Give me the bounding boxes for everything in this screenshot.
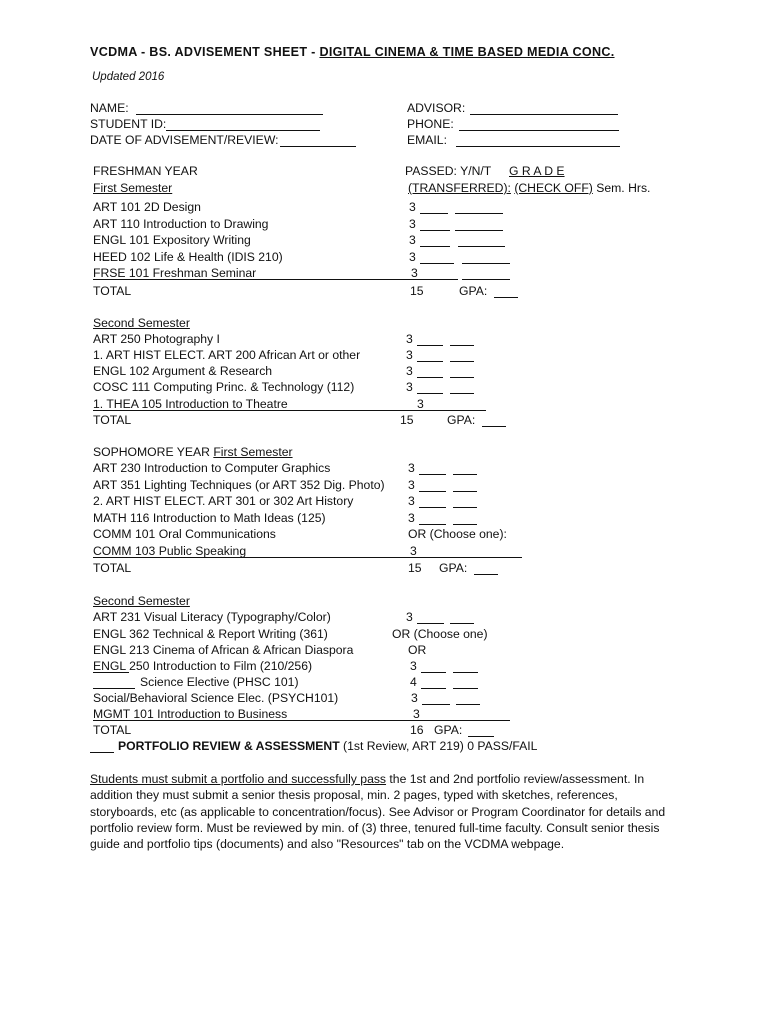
- passed-blank[interactable]: [417, 377, 443, 378]
- course-name: MGMT 101 Introduction to Business: [93, 707, 288, 721]
- course-hours: 3: [408, 478, 415, 492]
- name-field[interactable]: [136, 114, 323, 115]
- course-name: COMM 101 Oral Communications: [93, 527, 276, 541]
- student-id-label: STUDENT ID:: [90, 117, 167, 131]
- sophomore-year-label: SOPHOMORE YEAR: [93, 445, 210, 459]
- phone-field[interactable]: [459, 130, 619, 131]
- transferred-label: (TRANSFERRED):: [408, 181, 511, 195]
- course-hours: 3: [409, 250, 416, 264]
- portfolio-label: PORTFOLIO REVIEW & ASSESSMENT: [118, 739, 340, 753]
- course-name: COSC 111 Computing Princ. & Technology (112): [93, 380, 355, 394]
- passed-blank[interactable]: [421, 688, 446, 689]
- passed-blank[interactable]: [419, 507, 446, 508]
- grade-blank[interactable]: [456, 704, 480, 705]
- notes-text: the 1st and 2nd portfolio review/assessment. In addition they must submit a senior thesis proposal, min. 2 pages, typed with sketches, references, storyboards, etc (as applicable to concentration/focus). See Advisor or Program Coordinator for details and portfolio review form. Must be reviewed by min. of (3) three, tenured full-time faculty. Consult senior thesis guide and portfolio tips (documents) and also "Resources" tab on the VCDMA webpage.: [90, 772, 666, 852]
- gpa-blank[interactable]: [474, 574, 498, 575]
- gpa-blank[interactable]: [482, 426, 506, 427]
- advisor-field[interactable]: [470, 114, 618, 115]
- email-label: EMAIL:: [407, 133, 447, 147]
- semhrs-label: Sem. Hrs.: [596, 181, 651, 195]
- gpa-label: GPA:: [434, 723, 463, 737]
- total-hours: 15: [400, 413, 414, 427]
- passed-blank[interactable]: [417, 361, 443, 362]
- grade-blank[interactable]: [453, 672, 478, 673]
- grade-blank[interactable]: [453, 491, 477, 492]
- total-label: TOTAL: [93, 723, 132, 737]
- grade-label: G R A D E: [509, 164, 565, 178]
- portfolio-row: [118, 739, 537, 754]
- course-name: FRSE 101 Freshman Seminar: [93, 266, 257, 280]
- course-hours: 3: [406, 348, 413, 362]
- grade-blank[interactable]: [455, 213, 503, 214]
- freshman-second-semester-label: Second Semester: [93, 316, 190, 330]
- passed-blank[interactable]: [419, 474, 446, 475]
- total-label: TOTAL: [93, 561, 132, 575]
- course-hours: 3: [410, 659, 417, 673]
- course-name: MATH 116 Introduction to Math Ideas (125): [93, 511, 326, 525]
- passed-blank[interactable]: [419, 524, 446, 525]
- sophomore-first-semester-label: First Semester: [213, 445, 293, 459]
- gpa-blank[interactable]: [494, 297, 518, 298]
- course-hours: 3: [411, 691, 418, 705]
- title-prefix: VCDMA - BS. ADVISEMENT SHEET -: [90, 45, 320, 59]
- grade-blank[interactable]: [450, 345, 474, 346]
- course-name: ART 230 Introduction to Computer Graphics: [93, 461, 331, 475]
- date-label: DATE OF ADVISEMENT/REVIEW:: [90, 133, 279, 147]
- section-rule: [93, 279, 458, 280]
- course-choice-note: OR (Choose one): [392, 627, 488, 641]
- portfolio-detail: (1st Review, ART 219) 0 PASS/FAIL: [343, 739, 538, 753]
- total-label: TOTAL: [93, 284, 132, 298]
- total-hours: 16: [410, 723, 424, 737]
- course-hours: 3: [406, 610, 413, 624]
- course-hours: 3: [409, 200, 416, 214]
- course-hours: 3: [410, 544, 417, 558]
- course-hours: 4: [410, 675, 417, 689]
- grade-blank[interactable]: [453, 688, 478, 689]
- course-name: ENGL 362 Technical & Report Writing (361): [93, 627, 328, 641]
- passed-blank[interactable]: [417, 345, 443, 346]
- grade-blank[interactable]: [450, 361, 474, 362]
- updated-date: Updated 2016: [92, 71, 165, 83]
- course-hours: 3: [408, 511, 415, 525]
- course-name: ENGL 250 Introduction to Film (210/256): [93, 659, 313, 673]
- course-name: 2. ART HIST ELECT. ART 301 or 302 Art History: [93, 494, 354, 508]
- date-field[interactable]: [280, 146, 356, 147]
- total-hours: 15: [410, 284, 424, 298]
- passed-blank[interactable]: [420, 263, 454, 264]
- transfer-header: [408, 181, 650, 196]
- course-name: ART 110 Introduction to Drawing: [93, 217, 269, 231]
- total-hours: 15: [408, 561, 422, 575]
- passed-label: PASSED: Y/N/T: [405, 164, 492, 178]
- course-hours: 3: [413, 707, 420, 721]
- science-elective-blank[interactable]: [93, 688, 135, 689]
- email-field[interactable]: [456, 146, 620, 147]
- freshman-year-label: FRESHMAN YEAR: [93, 164, 198, 178]
- grade-blank[interactable]: [462, 279, 510, 280]
- section-rule: [93, 720, 510, 721]
- passed-blank[interactable]: [417, 393, 443, 394]
- passed-blank[interactable]: [420, 246, 450, 247]
- gpa-label: GPA:: [459, 284, 488, 298]
- course-name: 1. THEA 105 Introduction to Theatre: [93, 397, 288, 411]
- grade-blank[interactable]: [458, 246, 505, 247]
- grade-blank[interactable]: [453, 474, 477, 475]
- grade-blank[interactable]: [450, 393, 474, 394]
- portfolio-check-blank[interactable]: [90, 752, 114, 753]
- checkoff-label: (CHECK OFF): [514, 181, 593, 195]
- phone-label: PHONE:: [407, 117, 454, 131]
- course-name: Social/Behavioral Science Elec. (PSYCH101): [93, 691, 339, 705]
- freshman-first-semester-label: First Semester: [93, 181, 173, 195]
- passed-blank[interactable]: [421, 672, 446, 673]
- gpa-label: GPA:: [439, 561, 468, 575]
- advisor-label: ADVISOR:: [407, 101, 466, 115]
- prefix-underline: [93, 672, 129, 673]
- course-name: ART 351 Lighting Techniques (or ART 352 Dig. Photo): [93, 478, 385, 492]
- student-id-field[interactable]: [166, 130, 320, 131]
- gpa-label: GPA:: [447, 413, 476, 427]
- course-hours: 3: [408, 461, 415, 475]
- course-hours: 3: [406, 364, 413, 378]
- grade-blank[interactable]: [462, 263, 510, 264]
- sheet-title: [90, 45, 615, 60]
- grade-blank[interactable]: [453, 507, 477, 508]
- name-label: NAME:: [90, 101, 129, 115]
- passed-blank[interactable]: [419, 491, 446, 492]
- course-hours: 3: [411, 266, 418, 280]
- grade-blank[interactable]: [450, 377, 474, 378]
- course-choice-note: OR: [408, 643, 427, 657]
- passed-blank[interactable]: [420, 230, 450, 231]
- section-rule: [93, 557, 522, 558]
- portfolio-notes: [90, 771, 680, 852]
- course-name: ENGL 213 Cinema of African & African Diaspora: [93, 643, 354, 657]
- grade-blank[interactable]: [455, 230, 503, 231]
- gpa-blank[interactable]: [468, 736, 494, 737]
- sophomore-second-semester-label: Second Semester: [93, 594, 190, 608]
- course-hours: 3: [409, 233, 416, 247]
- passed-blank[interactable]: [417, 623, 444, 624]
- passed-blank[interactable]: [420, 213, 448, 214]
- notes-underlined: Students must submit a portfolio and successfully pass: [90, 772, 387, 786]
- grade-blank[interactable]: [453, 524, 477, 525]
- course-name: ART 250 Photography I: [93, 332, 220, 346]
- course-name: HEED 102 Life & Health (IDIS 210): [93, 250, 283, 264]
- course-hours: 3: [409, 217, 416, 231]
- course-hours: 3: [406, 380, 413, 394]
- sophomore-header: [93, 445, 293, 460]
- section-rule: [93, 410, 486, 411]
- course-name: COMM 103 Public Speaking: [93, 544, 247, 558]
- passed-blank[interactable]: [422, 704, 450, 705]
- course-name: Science Elective (PHSC 101): [140, 675, 299, 689]
- course-name: ART 231 Visual Literacy (Typography/Color): [93, 610, 331, 624]
- course-name: ENGL 101 Expository Writing: [93, 233, 251, 247]
- grade-blank[interactable]: [450, 623, 474, 624]
- course-hours: 3: [417, 397, 424, 411]
- course-name: ART 101 2D Design: [93, 200, 201, 214]
- course-name: ENGL 102 Argument & Research: [93, 364, 273, 378]
- title-concentration: DIGITAL CINEMA & TIME BASED MEDIA CONC.: [319, 45, 615, 59]
- course-choice-note: OR (Choose one):: [408, 527, 507, 541]
- course-hours: 3: [406, 332, 413, 346]
- total-label: TOTAL: [93, 413, 132, 427]
- course-hours: 3: [408, 494, 415, 508]
- course-name: 1. ART HIST ELECT. ART 200 African Art or other: [93, 348, 361, 362]
